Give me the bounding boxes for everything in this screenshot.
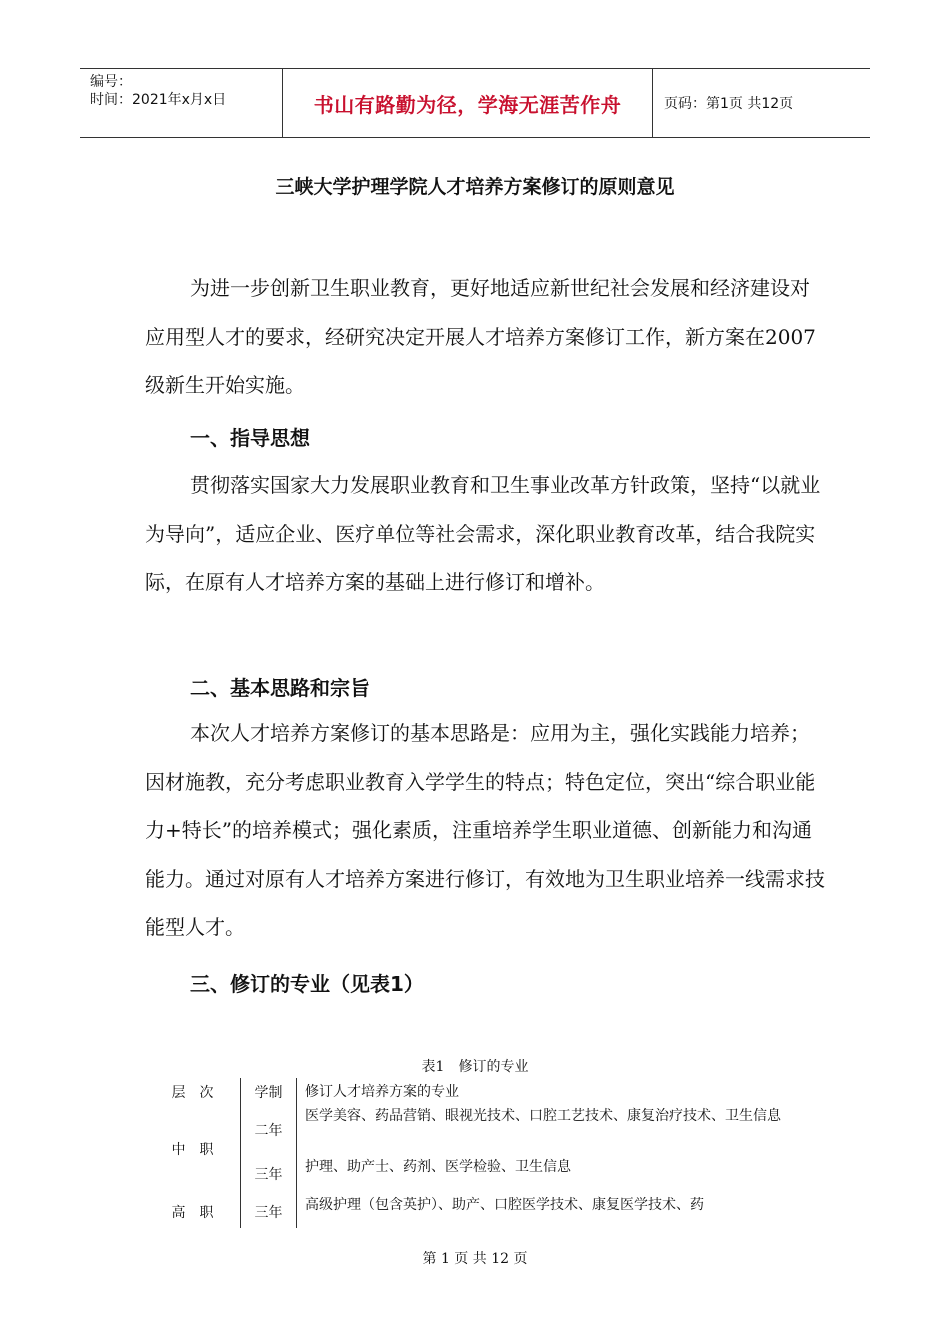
table-divider — [296, 1078, 297, 1228]
time-label: 时间：2021年x月x日 — [90, 92, 227, 108]
table-cell-majors: 医学美容、药品营销、眼视光技术、口腔工艺技术、康复治疗技术、卫生信息 — [305, 1108, 781, 1124]
table-cell-years: 三年 — [254, 1167, 283, 1183]
table-cell-years: 二年 — [254, 1123, 283, 1139]
page-footer: 第 1 页 共 12 页 — [422, 1251, 528, 1267]
table-header-level: 层次 — [171, 1085, 228, 1101]
table-caption: 表1 修订的专业 — [421, 1059, 529, 1075]
section-body-2: 本次人才培养方案修订的基本思路是：应用为主，强化实践能力培养；因材施教，充分考虑职业教育入学学生的特点；特色定位，突出“综合职业能力+特长”的培养模式；强化素质，注重培养学生职业道德、创新能力和沟通能力。通过对原有人才培养方案进行修订，有效地为卫生职业培养一线需求技能型人才。 — [145, 721, 825, 939]
serial-label: 编号： — [90, 74, 132, 90]
intro-paragraph: 为进一步创新卫生职业教育，更好地适应新世纪社会发展和经济建设对应用型人才的要求，经研究决定开展人才培养方案修订工作，新方案在2007级新生开始实施。 — [145, 276, 816, 397]
section-heading-1: 一、指导思想 — [190, 426, 310, 450]
header-meta — [80, 69, 282, 137]
header-motto: 书山有路勤为径，学海无涯苦作舟 — [313, 92, 622, 117]
table-cell-level: 中职 — [171, 1142, 228, 1158]
table-cell-level: 高职 — [171, 1205, 228, 1221]
table-cell-majors: 高级护理（包含英护）、助产、口腔医学技术、康复医学技术、药 — [305, 1197, 704, 1213]
section-heading-2: 二、基本思路和宗旨 — [190, 676, 370, 700]
document-title: 三峡大学护理学院人才培养方案修订的原则意见 — [275, 176, 675, 198]
section-body-1: 贯彻落实国家大力发展职业教育和卫生事业改革方针政策，坚持“以就业为导向”，适应企业、医疗单位等社会需求，深化职业教育改革，结合我院实际，在原有人才培养方案的基础上进行修订和增补。 — [145, 473, 821, 594]
header-page-info: 页码：第1页 共12页 — [664, 96, 794, 112]
table-header-years: 学制 — [254, 1085, 283, 1101]
table-cell-majors: 护理、助产士、药剂、医学检验、卫生信息 — [305, 1159, 571, 1175]
section-heading-3: 三、修订的专业（见表1） — [190, 972, 424, 996]
page-header — [80, 68, 870, 138]
table-header-majors: 修订人才培养方案的专业 — [305, 1084, 459, 1100]
table-cell-years: 三年 — [254, 1205, 283, 1221]
header-divider — [652, 69, 653, 137]
